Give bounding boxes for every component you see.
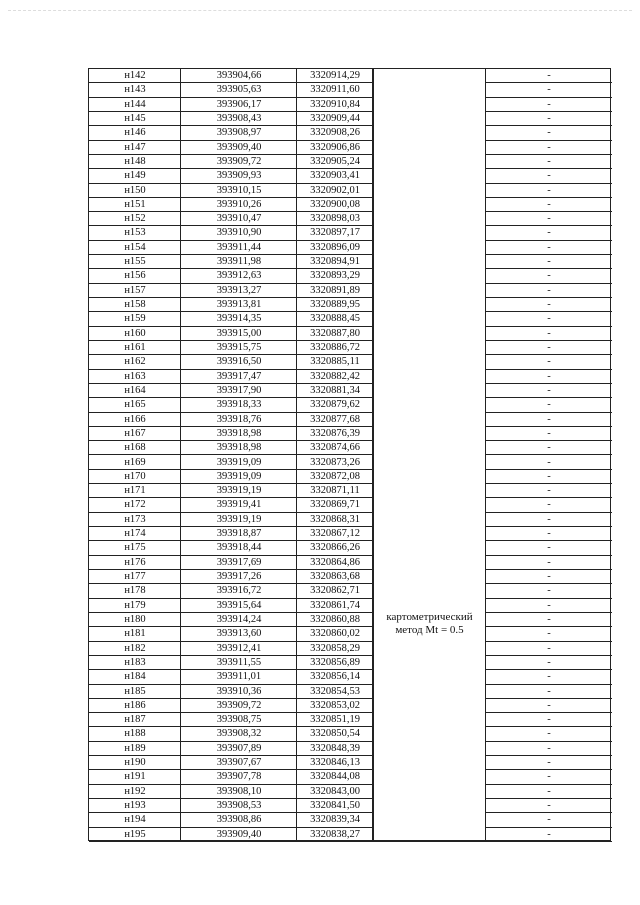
table-row [89, 155, 612, 169]
method-cell-upper [373, 69, 486, 411]
table-row [89, 642, 612, 656]
point-id-cell: н194 [124, 814, 146, 826]
point-id-cell: н188 [124, 728, 146, 740]
table-row [89, 813, 612, 827]
x-coordinate-cell: 393904,66 [216, 70, 262, 81]
x-coordinate-cell: 393912,41 [216, 642, 262, 654]
point-id-cell: н163 [124, 370, 146, 382]
x-coordinate-cell: 393905,63 [216, 84, 262, 96]
dash-cell: - [547, 442, 551, 454]
point-id-cell: н147 [124, 141, 146, 153]
y-coordinate-cell: 3320858,29 [310, 642, 360, 654]
x-coordinate-cell: 393910,15 [216, 184, 262, 196]
x-coordinate-cell: 393911,01 [216, 671, 262, 683]
dash-cell: - [547, 642, 551, 654]
y-coordinate-cell: 3320886,72 [310, 341, 360, 353]
y-coordinate-cell: 3320906,86 [310, 141, 360, 153]
x-coordinate-cell: 393907,78 [216, 771, 262, 783]
x-coordinate-cell: 393917,47 [216, 370, 262, 382]
y-coordinate-cell: 3320872,08 [310, 470, 360, 482]
y-coordinate-cell: 3320905,24 [310, 155, 360, 167]
point-id-cell: н149 [124, 170, 146, 182]
x-coordinate-cell: 393908,32 [216, 728, 262, 740]
y-coordinate-cell: 3320893,29 [310, 270, 360, 282]
table-row [89, 370, 612, 384]
dash-cell: - [547, 413, 551, 425]
table-row [89, 83, 612, 97]
x-coordinate-cell: 393909,93 [216, 170, 262, 182]
point-id-cell: н143 [124, 84, 146, 96]
y-coordinate-cell: 3320844,08 [310, 771, 360, 783]
y-coordinate-cell: 3320860,02 [310, 628, 360, 640]
point-id-cell: н159 [124, 313, 146, 325]
table-row [89, 398, 612, 412]
point-id-cell: н187 [124, 714, 146, 726]
table-row [89, 226, 612, 240]
point-id-cell: н158 [124, 299, 146, 311]
point-id-cell: н185 [124, 685, 146, 697]
dash-cell: - [547, 427, 551, 439]
table-row [89, 527, 612, 541]
y-coordinate-cell: 3320909,44 [310, 112, 360, 124]
dash-cell: - [547, 127, 551, 139]
y-coordinate-cell: 3320838,27 [310, 828, 360, 840]
x-coordinate-cell: 393918,33 [216, 399, 262, 411]
point-id-cell: н192 [124, 785, 146, 797]
point-id-cell: н195 [124, 828, 146, 840]
dash-cell: - [547, 284, 551, 296]
point-id-cell: н155 [124, 256, 146, 268]
y-coordinate-cell: 3320846,13 [310, 757, 360, 769]
dash-cell: - [547, 728, 551, 740]
y-coordinate-cell: 3320867,12 [310, 528, 360, 540]
point-id-cell: н173 [124, 513, 146, 525]
y-coordinate-cell: 3320888,45 [310, 313, 360, 325]
dash-cell: - [547, 556, 551, 568]
dash-cell: - [547, 671, 551, 683]
table-row [89, 169, 612, 183]
x-coordinate-cell: 393909,40 [216, 141, 262, 153]
y-coordinate-cell: 3320908,26 [310, 127, 360, 139]
point-id-cell: н182 [124, 642, 146, 654]
x-coordinate-cell: 393909,72 [216, 155, 262, 167]
point-id-cell: н175 [124, 542, 146, 554]
x-coordinate-cell: 393908,53 [216, 800, 262, 812]
x-coordinate-cell: 393919,09 [216, 470, 262, 482]
dash-cell: - [547, 456, 551, 468]
x-coordinate-cell: 393914,35 [216, 313, 262, 325]
dash-cell: - [547, 599, 551, 611]
dash-cell: - [547, 313, 551, 325]
y-coordinate-cell: 3320876,39 [310, 427, 360, 439]
point-id-cell: н164 [124, 384, 146, 396]
y-coordinate-cell: 3320863,68 [310, 571, 360, 583]
dash-cell: - [547, 542, 551, 554]
point-id-cell: н162 [124, 356, 146, 368]
x-coordinate-cell: 393918,44 [216, 542, 262, 554]
table-row [89, 98, 612, 112]
point-id-cell: н180 [124, 613, 146, 625]
dash-cell: - [547, 341, 551, 353]
point-id-cell: н174 [124, 528, 146, 540]
dash-cell: - [547, 198, 551, 210]
table-row [89, 699, 612, 713]
coordinates-table [88, 68, 611, 841]
dash-cell: - [547, 399, 551, 411]
x-coordinate-cell: 393915,00 [216, 327, 262, 339]
point-id-cell: н176 [124, 556, 146, 568]
dash-cell: - [547, 184, 551, 196]
x-coordinate-cell: 393908,43 [216, 112, 262, 124]
y-coordinate-cell: 3320910,84 [310, 98, 360, 110]
table-row [89, 212, 612, 226]
x-coordinate-cell: 393912,63 [216, 270, 262, 282]
table-row [89, 269, 612, 283]
x-coordinate-cell: 393911,44 [216, 241, 262, 253]
table-row [89, 785, 612, 799]
table-row [89, 713, 612, 727]
dash-cell: - [547, 800, 551, 812]
point-id-cell: н167 [124, 427, 146, 439]
table-row [89, 685, 612, 699]
x-coordinate-cell: 393910,90 [216, 227, 262, 239]
y-coordinate-cell: 3320879,62 [310, 399, 360, 411]
x-coordinate-cell: 393917,69 [216, 556, 262, 568]
dash-cell: - [547, 241, 551, 253]
point-id-cell: н166 [124, 413, 146, 425]
y-coordinate-cell: 3320903,41 [310, 170, 360, 182]
table-row [89, 828, 612, 842]
table-row [89, 413, 612, 427]
y-coordinate-cell: 3320856,89 [310, 656, 360, 668]
point-id-cell: н169 [124, 456, 146, 468]
x-coordinate-cell: 393919,19 [216, 485, 262, 497]
point-id-cell: н142 [124, 70, 146, 81]
table-row [89, 341, 612, 355]
y-coordinate-cell: 3320896,09 [310, 241, 360, 253]
table-row [89, 742, 612, 756]
dash-cell: - [547, 685, 551, 697]
dash-cell: - [547, 513, 551, 525]
y-coordinate-cell: 3320881,34 [310, 384, 360, 396]
y-coordinate-cell: 3320843,00 [310, 785, 360, 797]
point-id-cell: н148 [124, 155, 146, 167]
dash-cell: - [547, 613, 551, 625]
y-coordinate-cell: 3320898,03 [310, 213, 360, 225]
x-coordinate-cell: 393910,47 [216, 213, 262, 225]
dash-cell: - [547, 470, 551, 482]
table-row [89, 69, 612, 83]
x-coordinate-cell: 393919,09 [216, 456, 262, 468]
table-row [89, 727, 612, 741]
y-coordinate-cell: 3320864,86 [310, 556, 360, 568]
x-coordinate-cell: 393910,36 [216, 685, 262, 697]
x-coordinate-cell: 393908,86 [216, 814, 262, 826]
table-row [89, 513, 612, 527]
x-coordinate-cell: 393915,64 [216, 599, 262, 611]
point-id-cell: н178 [124, 585, 146, 597]
y-coordinate-cell: 3320850,54 [310, 728, 360, 740]
table-row [89, 241, 612, 255]
table-row [89, 126, 612, 140]
point-id-cell: н181 [124, 628, 146, 640]
dash-cell: - [547, 485, 551, 497]
dash-cell: - [547, 370, 551, 382]
y-coordinate-cell: 3320889,95 [310, 299, 360, 311]
x-coordinate-cell: 393914,24 [216, 613, 262, 625]
x-coordinate-cell: 393907,89 [216, 742, 262, 754]
y-coordinate-cell: 3320853,02 [310, 699, 360, 711]
x-coordinate-cell: 393908,75 [216, 714, 262, 726]
table-row [89, 384, 612, 398]
table-row [89, 584, 612, 598]
x-coordinate-cell: 393909,72 [216, 699, 262, 711]
x-coordinate-cell: 393917,26 [216, 571, 262, 583]
table-row [89, 613, 612, 627]
x-coordinate-cell: 393909,40 [216, 828, 262, 840]
point-id-cell: н172 [124, 499, 146, 511]
y-coordinate-cell: 3320869,71 [310, 499, 360, 511]
y-coordinate-cell: 3320897,17 [310, 227, 360, 239]
table-row [89, 670, 612, 684]
y-coordinate-cell: 3320862,71 [310, 585, 360, 597]
x-coordinate-cell: 393917,90 [216, 384, 262, 396]
point-id-cell: н161 [124, 341, 146, 353]
table-row [89, 441, 612, 455]
table-row [89, 255, 612, 269]
dash-cell: - [547, 141, 551, 153]
point-id-cell: н144 [124, 98, 146, 110]
x-coordinate-cell: 393916,72 [216, 585, 262, 597]
y-coordinate-cell: 3320900,08 [310, 198, 360, 210]
point-id-cell: н179 [124, 599, 146, 611]
table-row [89, 312, 612, 326]
dash-cell: - [547, 70, 551, 81]
table-row [89, 498, 612, 512]
x-coordinate-cell: 393910,26 [216, 198, 262, 210]
table-row [89, 656, 612, 670]
table-row [89, 327, 612, 341]
x-coordinate-cell: 393907,67 [216, 757, 262, 769]
point-id-cell: н193 [124, 800, 146, 812]
dash-cell: - [547, 356, 551, 368]
table-row [89, 284, 612, 298]
dash-cell: - [547, 757, 551, 769]
table-row [89, 141, 612, 155]
x-coordinate-cell: 393906,17 [216, 98, 262, 110]
y-coordinate-cell: 3320866,26 [310, 542, 360, 554]
table-row [89, 184, 612, 198]
dash-cell: - [547, 84, 551, 96]
y-coordinate-cell: 3320887,80 [310, 327, 360, 339]
dash-cell: - [547, 499, 551, 511]
dash-cell: - [547, 384, 551, 396]
point-id-cell: н145 [124, 112, 146, 124]
dash-cell: - [547, 327, 551, 339]
point-id-cell: н168 [124, 442, 146, 454]
point-id-cell: н157 [124, 284, 146, 296]
y-coordinate-cell: 3320911,60 [310, 84, 360, 96]
x-coordinate-cell: 393919,41 [216, 499, 262, 511]
dash-cell: - [547, 112, 551, 124]
table-row [89, 355, 612, 369]
dash-cell: - [547, 270, 551, 282]
table-row [89, 570, 612, 584]
scan-noise-line [8, 10, 632, 15]
table-row [89, 427, 612, 441]
x-coordinate-cell: 393918,76 [216, 413, 262, 425]
dash-cell: - [547, 571, 551, 583]
table-row [89, 456, 612, 470]
point-id-cell: н153 [124, 227, 146, 239]
y-coordinate-cell: 3320839,34 [310, 814, 360, 826]
x-coordinate-cell: 393908,10 [216, 785, 262, 797]
table-row [89, 541, 612, 555]
y-coordinate-cell: 3320894,91 [310, 256, 360, 268]
point-id-cell: н146 [124, 127, 146, 139]
y-coordinate-cell: 3320861,74 [310, 599, 360, 611]
y-coordinate-cell: 3320871,11 [310, 485, 360, 497]
dash-cell: - [547, 785, 551, 797]
point-id-cell: н152 [124, 213, 146, 225]
point-id-cell: н191 [124, 771, 146, 783]
y-coordinate-cell: 3320856,14 [310, 671, 360, 683]
point-id-cell: н165 [124, 399, 146, 411]
method-label [374, 611, 485, 637]
dash-cell: - [547, 585, 551, 597]
point-id-cell: н151 [124, 198, 146, 210]
y-coordinate-cell: 3320885,11 [310, 356, 360, 368]
y-coordinate-cell: 3320882,42 [310, 370, 360, 382]
y-coordinate-cell: 3320854,53 [310, 685, 360, 697]
dash-cell: - [547, 299, 551, 311]
x-coordinate-cell: 393913,27 [216, 284, 262, 296]
table-row [89, 799, 612, 813]
point-id-cell: н156 [124, 270, 146, 282]
x-coordinate-cell: 393918,87 [216, 528, 262, 540]
x-coordinate-cell: 393913,81 [216, 299, 262, 311]
dash-cell: - [547, 714, 551, 726]
x-coordinate-cell: 393908,97 [216, 127, 262, 139]
point-id-cell: н170 [124, 470, 146, 482]
point-id-cell: н160 [124, 327, 146, 339]
point-id-cell: н183 [124, 656, 146, 668]
dash-cell: - [547, 699, 551, 711]
method-cell-lower [373, 411, 486, 840]
dash-cell: - [547, 98, 551, 110]
y-coordinate-cell: 3320851,19 [310, 714, 360, 726]
table-row [89, 298, 612, 312]
y-coordinate-cell: 3320868,31 [310, 513, 360, 525]
y-coordinate-cell: 3320860,88 [310, 613, 360, 625]
method-label-line1: картометрический [386, 611, 473, 623]
table-row [89, 198, 612, 212]
x-coordinate-cell: 393918,98 [216, 442, 262, 454]
y-coordinate-cell: 3320874,66 [310, 442, 360, 454]
dash-cell: - [547, 155, 551, 167]
table-row [89, 756, 612, 770]
dash-cell: - [547, 227, 551, 239]
table-row [89, 599, 612, 613]
point-id-cell: н177 [124, 571, 146, 583]
table-row [89, 112, 612, 126]
y-coordinate-cell: 3320848,39 [310, 742, 360, 754]
y-coordinate-cell: 3320841,50 [310, 800, 360, 812]
table-row [89, 470, 612, 484]
table-row [89, 627, 612, 641]
y-coordinate-cell: 3320877,68 [310, 413, 360, 425]
dash-cell: - [547, 170, 551, 182]
method-label-line2: метод Mt = 0.5 [395, 624, 464, 636]
x-coordinate-cell: 393919,19 [216, 513, 262, 525]
point-id-cell: н150 [124, 184, 146, 196]
point-id-cell: н171 [124, 485, 146, 497]
point-id-cell: н184 [124, 671, 146, 683]
dash-cell: - [547, 628, 551, 640]
dash-cell: - [547, 656, 551, 668]
y-coordinate-cell: 3320914,29 [310, 70, 360, 81]
dash-cell: - [547, 742, 551, 754]
dash-cell: - [547, 828, 551, 840]
table-row [89, 484, 612, 498]
x-coordinate-cell: 393915,75 [216, 341, 262, 353]
point-id-cell: н190 [124, 757, 146, 769]
table-row [89, 770, 612, 784]
y-coordinate-cell: 3320902,01 [310, 184, 360, 196]
x-coordinate-cell: 393911,98 [216, 256, 262, 268]
point-id-cell: н154 [124, 241, 146, 253]
dash-cell: - [547, 528, 551, 540]
point-id-cell: н189 [124, 742, 146, 754]
x-coordinate-cell: 393918,98 [216, 427, 262, 439]
table-row [89, 556, 612, 570]
x-coordinate-cell: 393911,55 [216, 656, 262, 668]
y-coordinate-cell: 3320873,26 [310, 456, 360, 468]
x-coordinate-cell: 393913,60 [216, 628, 262, 640]
y-coordinate-cell: 3320891,89 [310, 284, 360, 296]
x-coordinate-cell: 393916,50 [216, 356, 262, 368]
point-id-cell: н186 [124, 699, 146, 711]
dash-cell: - [547, 213, 551, 225]
dash-cell: - [547, 771, 551, 783]
dash-cell: - [547, 814, 551, 826]
dash-cell: - [547, 256, 551, 268]
